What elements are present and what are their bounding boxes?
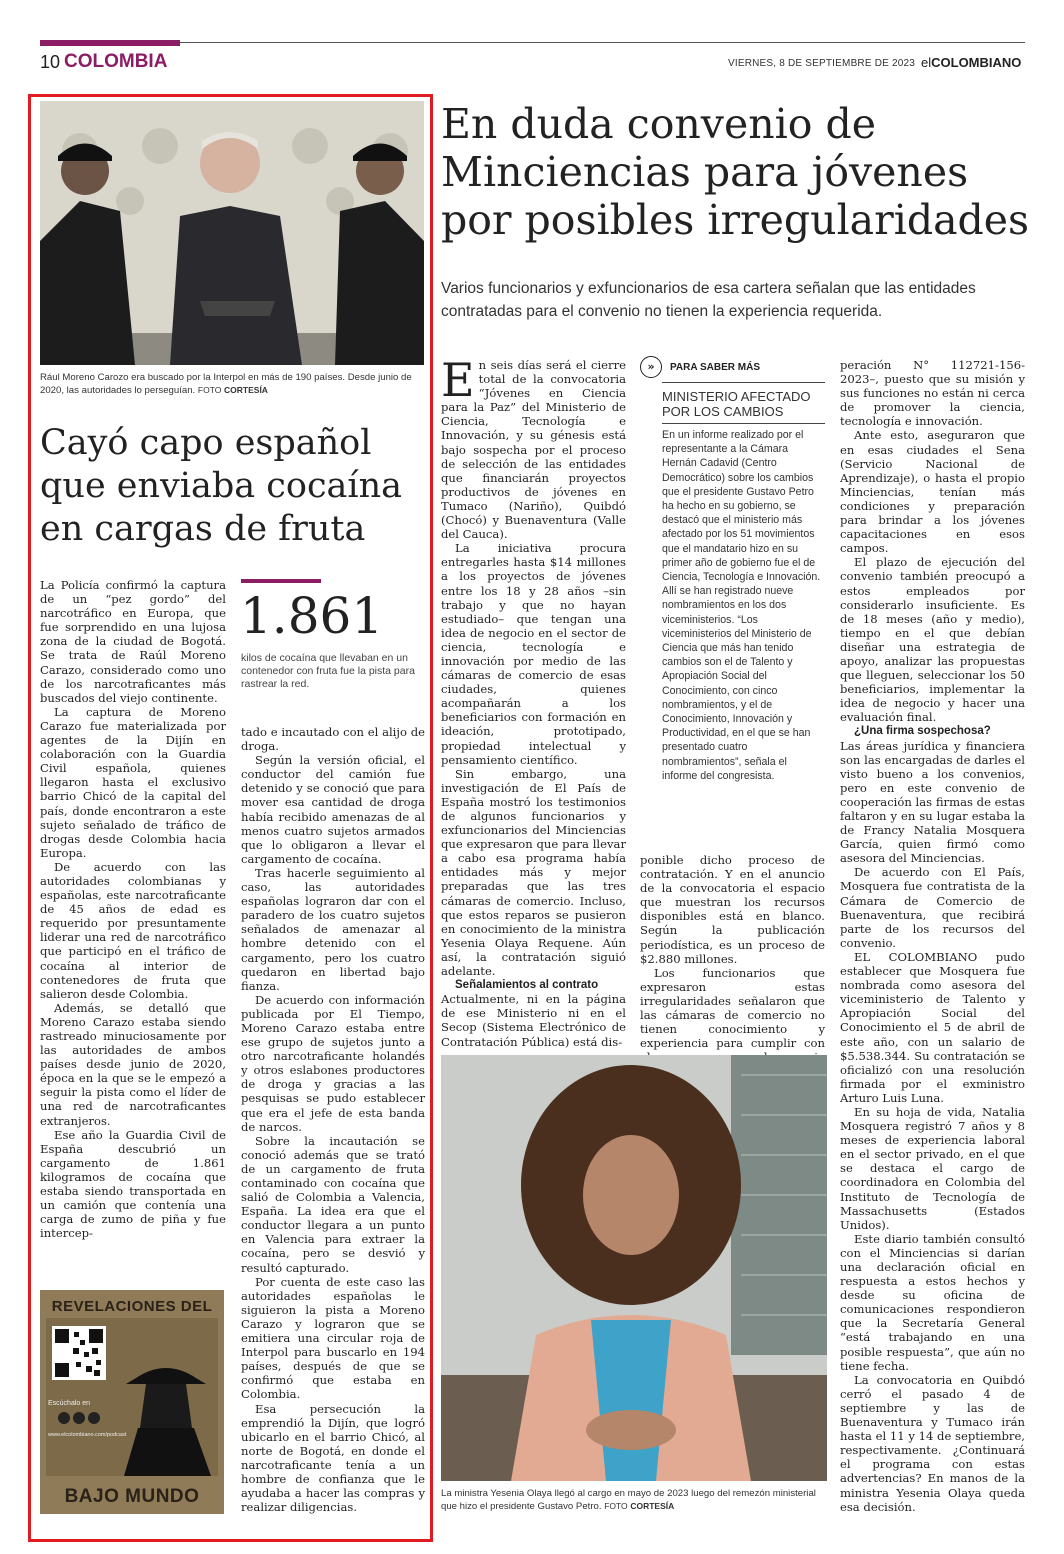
info-box-header: [640, 356, 825, 378]
minister-credit-prefix: FOTO: [604, 1501, 628, 1511]
paragraph: De acuerdo con información publicada por El Tiempo, Moreno Carazo estaba entre ese grupo de sujetos junto a otro narcotraficante holandés y otros eslabones productores de droga y gracias a las pesquisas se pudo establecer que era el jefe de esta banda de narcos.: [241, 992, 425, 1134]
paragraph: De acuerdo con las autoridades colombianas y españolas, este narcotraficante de 45 años de edad es requerido por presuntamente liderar una red de narcotráfico que participó en el tráfico de cocaína al interior de contenedores de fruta que salieron desde Colombia.: [40, 859, 226, 1001]
brand-logo: [921, 55, 1021, 70]
info-box-rule: [662, 382, 825, 383]
capo-photo-illustration: [40, 101, 424, 365]
capo-col-1: [40, 578, 226, 1240]
main-col-1: [441, 353, 626, 1049]
capo-photo-caption: [40, 371, 420, 397]
capo-credit: CORTESÍA: [224, 385, 268, 395]
paragraph: La Policía confirmó la captura de un “pez gordo” del narcotráfico en Europa, que fue sorprendido en una lujosa zona de la ciudad de Bogotá. Se trata de Raúl Moreno Carazo, considerado como uno de los narcotraficantes más buscados del viejo continente.: [40, 578, 226, 705]
main-headline: En duda convenio de Minciencias para jóvenes por posibles irregularidades: [441, 100, 1030, 244]
stat-number: 1.861: [240, 587, 384, 645]
paragraph: Los funcionarios que expresaron estas irregularidades señalaron que las cámaras de comercio no tienen conocimiento y experiencia para cumplir con: [640, 965, 825, 1051]
brand-name: COLOMBIANO: [931, 55, 1022, 70]
paragraph: La convocatoria en Quibdó cerró el pasado 4 de septiembre y las de Buenaventura y Tumaco irán hasta el 11 y 14 de septiembre, respectivamente. ¿Continuará el programa con estas advertencias? En manos de la ministra Yesenia Olaya queda esa decisión.: [840, 1372, 1025, 1514]
paragraph: Este diario también consultó con el Minciencias si darían una declaración oficial en respuesta a estos hechos y desde su oficina de comunicaciones respondieron que la Secretaría General “está trabajando en una posible respuesta”, que aún no tiene fecha.: [840, 1231, 1025, 1373]
info-box-text: En un informe realizado por el representante a la Cámara Hernán Cadavid (Centro Democrático) sobre los cambios que el presidente Gustavo Petro ha hecho en su gobierno, se destacó que el ministerio más afectado por los 51 movimientos que el mandatario hizo en su primer año de gobierno fue el de Ciencia, Tecnología e Innovación. Allí se han registrado nueve nombramientos en los dos viceministerios. “Los viceministerios del Ministerio de Ciencia que más han tenido cambios son el de Talento y Apropiación Social del Conocimiento, con cinco nombramientos, y el de Conocimiento, Innovación y Productividad, en el que se han presentado cuatro nombramientos”, señala el informe del congresista.: [662, 429, 821, 782]
stat-text: kilos de cocaína que llevaban en un contenedor con fruta fue la pista para rastrear la red.: [241, 652, 415, 690]
paragraph: Según la versión oficial, el conductor del camión fue detenido y se conoció que para mover esa cantidad de droga había recibido amenazas de al menos cuatro sujetos armados que lo obligaron a llevar el cargamento de cocaína.: [241, 753, 425, 866]
chevron-right-icon: »: [640, 356, 662, 378]
minister-caption-text: La ministra Yesenia Olaya llegó al cargo en mayo de 2023 luego del remezón ministerial que hizo el presidente Gustavo Petro.: [441, 1488, 816, 1512]
minister-photo: [441, 1055, 827, 1481]
lead-paragraph: [441, 353, 626, 542]
paragraph: Ante esto, aseguraron que en esas ciudades el Sena (Servicio Nacional de Aprendizaje), o hasta el propio Minciencias, tenían más condiciones y preparación para brindar a los jóvenes capacitaciones en esos campos.: [840, 428, 1025, 556]
minister-credit: CORTESÍA: [630, 1501, 675, 1511]
brand-prefix: el: [921, 55, 932, 70]
paragraph: En su hoja de vida, Natalia Mosquera registró 7 años y 8 meses de experiencia laboral en el sector privado, en el que se destaca el cargo de coordinadora en Colombia del Instituto de Tecnología de Massachusetts (Estados Unidos).: [840, 1104, 1025, 1232]
paragraph: De acuerdo con El País, Mosquera fue contratista de la Cámara de Comercio de Buenaventura, que recibirá parte de los recursos del convenio.: [840, 865, 1025, 950]
main-col-3: [840, 358, 1025, 1514]
info-box: [640, 356, 825, 783]
ad-title-bottom: BAJO MUNDO: [64, 1486, 200, 1507]
capo-headline: Cayó capo español que enviaba cocaína en cargas de fruta: [40, 423, 403, 549]
minister-photo-illustration: [441, 1055, 827, 1481]
info-box-title: MINISTERIO AFECTADO POR LOS CAMBIOS: [662, 389, 811, 419]
capo-credit-prefix: FOTO: [197, 385, 222, 395]
section-title: COLOMBIA: [64, 51, 168, 72]
dropcap: E: [441, 353, 475, 407]
header-rule: [180, 42, 1025, 43]
paragraph: Sobre la incautación se conoció además que se trató de un cargamento de fruta contaminado con cocaína que salió de Colombia a Valencia, España. La idea era que el conductor llegara a un punto en Valencia para extraer la cocaína, pero se desvió y resultó capturado.: [241, 1133, 425, 1275]
minister-photo-caption: [441, 1487, 829, 1513]
subhead-firma: ¿Una firma sospechosa?: [854, 725, 991, 738]
lead-text: n seis días será el cierre total de la convocatoria “Jóvenes en Ciencia para la Paz” del Ministerio de Ciencia, Tecnología e Innovación, y su génesis está bajo sospecha por el proceso de selección de las entidades que financiarán proyectos productivos de jóvenes en Tumaco (Nariño), Quibdó (Chocó) y Buenaventura (Valle del Cauca).: [441, 358, 626, 542]
ad-url[interactable]: www.elcolombiano.com/podcast: [48, 1432, 127, 1438]
header-date: VIERNES, 8 DE SEPTIEMBRE DE 2023: [728, 58, 916, 69]
paragraph: ponible dicho proceso de contratación. Y en el anuncio de la convocatoria el espacio que muestran los recursos disponibles está en blanco. Según la publicación periodística, es un proceso de $2.880 millones.: [640, 853, 825, 966]
info-box-rule-2: [662, 423, 825, 424]
paragraph: EL COLOMBIANO pudo establecer que Mosquera fue nombrada como asesora del viceministerio de Talento y Apropiación Social del Conocimiento el 5 de abril de este año, con un salario de $5.538.344. Su contratación se oficializó con una resolución firmada por el exministro Arturo Luis Luna.: [840, 949, 1025, 1105]
header-accent-bar: [40, 40, 180, 46]
podcast-ad[interactable]: [40, 1290, 224, 1514]
ad-small-text: Escúchalo en: [48, 1400, 91, 1407]
stat-accent-bar: [241, 579, 321, 583]
paragraph: Actualmente, ni en la página de ese Ministerio ni en el Secop (Sistema Electrónico de Contratación Pública) está dis-: [441, 992, 626, 1049]
info-box-kicker: PARA SABER MÁS: [670, 361, 761, 373]
paragraph: La captura de Moreno Carazo fue materializada por agentes de la Dijín en colaboración con la Guardia Civil española, quienes llegaron hasta el exclusivo barrio Chicó de la capital del país, donde encontraron a este sujeto señalado de tráfico de drogas desde Colombia hacia Europa.: [40, 704, 226, 860]
ad-art: [46, 1318, 218, 1476]
paragraph: Por cuenta de este caso las autoridades españolas le siguieron la pista a Moreno Carazo y lograron que se emitiera una circular roja de Interpol para buscarlo en 194 países, después de que se confirmó que estaba en Colombia.: [241, 1274, 425, 1402]
paragraph: peración N° 112721-156-2023–, puesto que su misión y sus funciones no están ni cerca de promover la ciencia, tecnología e innovación.: [840, 358, 1025, 429]
paragraph: Las áreas jurídica y financiera son las encargadas de darles el visto bueno a los convenios, pero en este convenio de cooperación las firmas de estas faltaron y en su lugar estaba la de Francy Natalia Mosquera García, quien firmó como asesora del Minciencias.: [840, 738, 1025, 866]
capo-col-2: [241, 725, 425, 1514]
capo-photo: [40, 101, 424, 365]
page-number: 10: [40, 52, 61, 72]
main-col-2: [640, 853, 825, 1079]
paragraph: Sin embargo, una investigación de El País de España mostró los testimonios de algunos funcionarios y exfuncionarios del Minciencias que expresaron que para llevar a cabo esa programa había entidades más y mejor preparadas que las tres cámaras de comercio. Incluso, que estos reparos se pusieron en conocimiento de la ministra Yesenia Olaya Requene. Aún así, la contratación siguió adelante.: [441, 766, 626, 979]
paragraph: La iniciativa procura entregarles hasta $14 millones a los proyectos de jóvenes entre los 18 y 28 años –sin trabajo y que no hayan estudiado– que tengan una idea de negocio en el sector de ciencia, tecnología e innovación por medio de las cámaras de comercio de esas ciudades, quienes acompañarán a los beneficiarios con formación en ideación, prototipado, propiedad intelectual y pensamiento científico.: [441, 541, 626, 767]
ad-title-top: REVELACIONES DEL: [51, 1298, 213, 1315]
paragraph: El plazo de ejecución del convenio también preocupó a estos empleados por considerarlo insuficiente. Es de 18 meses (año y medio), tiempo en el que debían diseñar una estrategia de apoyo, analizar las propuestas que lleguen, seleccionar los 50 beneficiarios, implementar la idea de negocio y hacer una evaluación final.: [840, 555, 1025, 725]
paragraph: Tras hacerle seguimiento al caso, las autoridades españolas lograron dar con el paradero de los cuatro sujetos señalados de amenazar al hombre detenido con el cargamento, pero los cuatro quedaron en libertad bajo fianza.: [241, 865, 425, 993]
capo-caption-text: Rául Moreno Carozo era buscado por la Interpol en más de 190 países. Desde junio de 2020, las autoridades lo perseguían.: [40, 372, 412, 396]
paragraph: Ese año la Guardia Civil de España descubrió un cargamento de 1.861 kilogramos de cocaína que estaba siendo transportada en un camión que contenía una carga de zumo de piña y fue intercep-: [40, 1127, 226, 1241]
subhead-contrato: Señalamientos al contrato: [455, 979, 599, 992]
paragraph: Además, se detalló que Moreno Carazo estaba siendo rastreado minuciosamente por las autoridades de ambos países desde junio de 2020, época en la que se le empezó a seguir la pista como el líder de una red de narcotraficantes extranjeros.: [40, 1000, 226, 1128]
main-deck: Varios funcionarios y exfuncionarios de esa cartera señalan que las entidades contratadas para el convenio no tienen la experiencia requerida.: [441, 280, 976, 320]
paragraph: Esa persecución la emprendió la Dijín, que logró ubicarlo en el barrio Chicó, al norte de Bogotá, en donde el narcotraficante tenía a un hombre de confianza que le ayudaba a hacer las compras y realizar diligencias.: [241, 1401, 425, 1515]
paragraph: tado e incautado con el alijo de droga.: [241, 725, 425, 754]
